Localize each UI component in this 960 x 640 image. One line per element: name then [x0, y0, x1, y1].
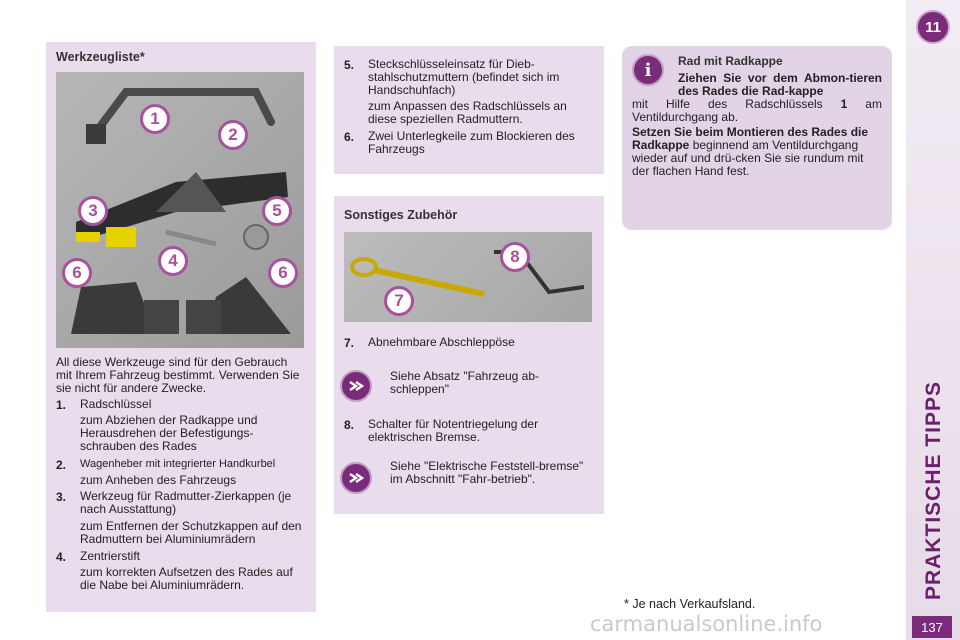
- page-number: 137: [912, 616, 952, 638]
- info-icon: i: [632, 54, 664, 86]
- reference-arrow-icon: [340, 370, 372, 402]
- footnote: * Je nach Verkaufsland.: [624, 597, 756, 611]
- chapter-number: 11: [916, 10, 950, 44]
- item-7-name: Abnehmbare Abschleppöse: [368, 335, 515, 349]
- item-4-number: 4.: [56, 550, 67, 564]
- item-8-name: Schalter für Notentriegelung der elektrischen Bremse.: [368, 417, 539, 444]
- tool-list-title: Werkzeugliste*: [56, 50, 145, 64]
- item-4-name: Zentrierstift: [80, 549, 141, 563]
- item-6-name: Zwei Unterlegkeile zum Blockieren des Fahrzeugs: [368, 129, 575, 156]
- other-accessories-title: Sonstiges Zubehör: [344, 208, 458, 222]
- photo-label-6a: 6: [62, 258, 92, 288]
- item-4-desc: zum korrekten Aufsetzen des Rades auf die Nabe bei Aluminiumrädern.: [80, 565, 293, 592]
- photo-label-6b: 6: [268, 258, 298, 288]
- photo-label-4: 4: [158, 246, 188, 276]
- photo-label-5: 5: [262, 196, 292, 226]
- item-6-number: 6.: [344, 130, 355, 144]
- hubcap-paragraph-2: [632, 126, 882, 178]
- hubcap-title: Rad mit Radkappe: [678, 54, 783, 68]
- item-2-number: 2.: [56, 458, 67, 472]
- item-2-name: Wagenheber mit integrierter Handkurbel: [80, 458, 276, 470]
- item-1-desc: zum Abziehen der Radkappe und Herausdrehen der Befestigungs-schrauben des Rades: [80, 413, 258, 453]
- item-3-desc: zum Entfernen der Schutzkappen auf den Radmuttern bei Aluminiumrädern: [80, 519, 302, 546]
- item-3-name: Werkzeug für Radmutter-Zierkappen (je nach Ausstattung): [80, 489, 292, 516]
- item-3-number: 3.: [56, 490, 67, 504]
- hubcap-p1-end: am Ventildurchgang ab.: [632, 97, 882, 124]
- item-7-number: 7.: [344, 336, 355, 350]
- photo-label-1: 1: [140, 104, 170, 134]
- hubcap-p1-bold: Ziehen Sie vor dem Abmon-tieren des Rades die Rad-kappe: [678, 71, 882, 98]
- reference-towing: Siehe Absatz "Fahrzeug ab-schleppen": [390, 369, 540, 396]
- item-8-number: 8.: [344, 418, 355, 432]
- photo-label-3: 3: [78, 196, 108, 226]
- hubcap-p2-rest: beginnend am Ventildurchgang wieder auf und drü-cken Sie sie rundum mit der flachen Hand fest.: [632, 138, 864, 178]
- hubcap-p1-rest: mit Hilfe des Radschlüssels: [632, 97, 841, 111]
- tool-list-intro: All diese Werkzeuge sind für den Gebrauch mit Ihrem Fahrzeug bestimmt. Verwenden Sie sie nicht für andere Zwecke.: [56, 355, 300, 395]
- hubcap-p1-num: 1: [840, 97, 848, 111]
- photo-label-8: 8: [500, 242, 530, 272]
- hubcap-p2-bold: Setzen Sie beim Montieren des Rades die Radkappe: [632, 125, 869, 152]
- item-5-name: Steckschlüsseleinsatz für Dieb-stahlschutzmuttern (befindet sich im Handschuhfach): [368, 57, 560, 97]
- watermark: carmanualsonline.info: [590, 612, 823, 636]
- hubcap-paragraph-1: [632, 72, 882, 124]
- accessories-illustration: [344, 232, 592, 322]
- photo-label-2: 2: [218, 120, 248, 150]
- item-1-name: Radschlüssel: [80, 397, 152, 411]
- item-5-number: 5.: [344, 58, 355, 72]
- item-2-desc: zum Anheben des Fahrzeugs: [80, 473, 237, 487]
- accessories-photo: [344, 232, 592, 322]
- photo-label-7: 7: [384, 286, 414, 316]
- reference-parking-brake: Siehe "Elektrische Feststell-bremse" im Abschnitt "Fahr-betrieb".: [390, 459, 584, 486]
- item-1-number: 1.: [56, 398, 67, 412]
- item-5-desc: zum Anpassen des Radschlüssels an diese speziellen Radmuttern.: [368, 99, 567, 126]
- chapter-title: PRAKTISCHE TIPPS: [922, 380, 945, 600]
- reference-arrow-icon: [340, 462, 372, 494]
